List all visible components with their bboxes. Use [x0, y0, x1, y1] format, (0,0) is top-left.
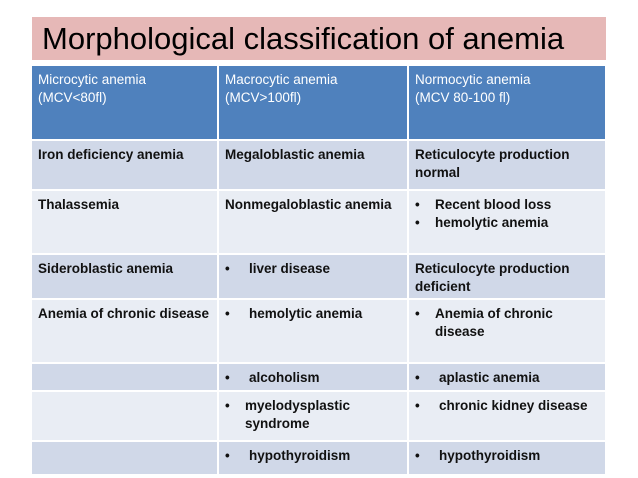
cell-macrocytic: [218, 363, 408, 391]
bullet-text: hypothyroidism: [439, 448, 541, 463]
cell-macrocytic: Nonmegaloblastic anemia: [218, 190, 408, 254]
cell-macrocytic: [218, 254, 408, 299]
bullet-text: hypothyroidism: [249, 448, 351, 463]
cell-normocytic: [408, 363, 606, 391]
cell-microcytic: Anemia of chronic disease: [32, 299, 218, 363]
bullet-item: [225, 447, 401, 465]
bullet-text: chronic kidney disease: [439, 398, 588, 413]
bullet-text: alcoholism: [249, 370, 320, 385]
table-header-row: [32, 66, 606, 140]
header-normocytic: [408, 66, 606, 140]
cell-macrocytic: [218, 299, 408, 363]
bullet-text: liver disease: [249, 261, 331, 276]
bullet-icon: •: [415, 215, 420, 230]
cell-macrocytic: [218, 391, 408, 441]
cell-microcytic: [32, 391, 218, 441]
header-microcytic: [32, 66, 218, 140]
bullet-text: Anemia of chronic disease: [435, 306, 553, 339]
bullet-item: [225, 369, 401, 387]
cell-microcytic: [32, 363, 218, 391]
bullet-item: [415, 214, 599, 232]
cell-normocytic: [408, 391, 606, 441]
cell-normocytic: [408, 190, 606, 254]
bullet-icon: •: [225, 370, 230, 385]
cell-macrocytic: Megaloblastic anemia: [218, 140, 408, 190]
cell-microcytic: Sideroblastic anemia: [32, 254, 218, 299]
bullet-icon: •: [415, 448, 420, 463]
header-macrocytic-label: Macrocytic anemia: [225, 72, 338, 87]
bullet-text: hemolytic anemia: [435, 215, 549, 230]
header-microcytic-label: Microcytic anemia: [38, 72, 147, 87]
bullet-item: [415, 369, 599, 387]
bullet-item: [225, 397, 401, 433]
bullet-icon: •: [415, 370, 420, 385]
bullet-item: [415, 196, 599, 214]
bullet-item: [415, 305, 599, 341]
bullet-text: Recent blood loss: [435, 197, 552, 212]
bullet-icon: •: [225, 261, 230, 276]
table-row: [32, 190, 606, 254]
header-microcytic-range: (MCV<80fl): [38, 90, 107, 105]
cell-normocytic: Reticulocyte production normal: [408, 140, 606, 190]
bullet-text: aplastic anemia: [439, 370, 540, 385]
bullet-text: hemolytic anemia: [249, 306, 363, 321]
bullet-item: [415, 397, 599, 415]
cell-microcytic: Thalassemia: [32, 190, 218, 254]
bullet-item: [225, 305, 401, 323]
table-row: [32, 299, 606, 363]
cell-macrocytic: [218, 441, 408, 475]
cell-normocytic: Reticulocyte production deficient: [408, 254, 606, 299]
table-row: [32, 363, 606, 391]
bullet-text: myelodysplastic syndrome: [245, 398, 351, 431]
classification-table: [32, 66, 607, 476]
table-row: [32, 140, 606, 190]
cell-microcytic: [32, 441, 218, 475]
bullet-icon: •: [225, 448, 230, 463]
bullet-icon: •: [225, 306, 230, 321]
bullet-icon: •: [415, 306, 420, 321]
cell-microcytic: Iron deficiency anemia: [32, 140, 218, 190]
header-normocytic-label: Normocytic anemia: [415, 72, 531, 87]
header-macrocytic: [218, 66, 408, 140]
table-row: [32, 441, 606, 475]
bullet-icon: •: [415, 197, 420, 212]
bullet-item: [415, 447, 599, 465]
table-row: [32, 391, 606, 441]
bullet-icon: •: [225, 398, 230, 413]
cell-normocytic: [408, 441, 606, 475]
bullet-icon: •: [415, 398, 420, 413]
table-row: [32, 254, 606, 299]
header-normocytic-range: (MCV 80-100 fl): [415, 90, 511, 105]
header-macrocytic-range: (MCV>100fl): [225, 90, 302, 105]
slide-title: Morphological classification of anemia: [32, 17, 606, 60]
cell-normocytic: [408, 299, 606, 363]
bullet-item: [225, 260, 401, 278]
